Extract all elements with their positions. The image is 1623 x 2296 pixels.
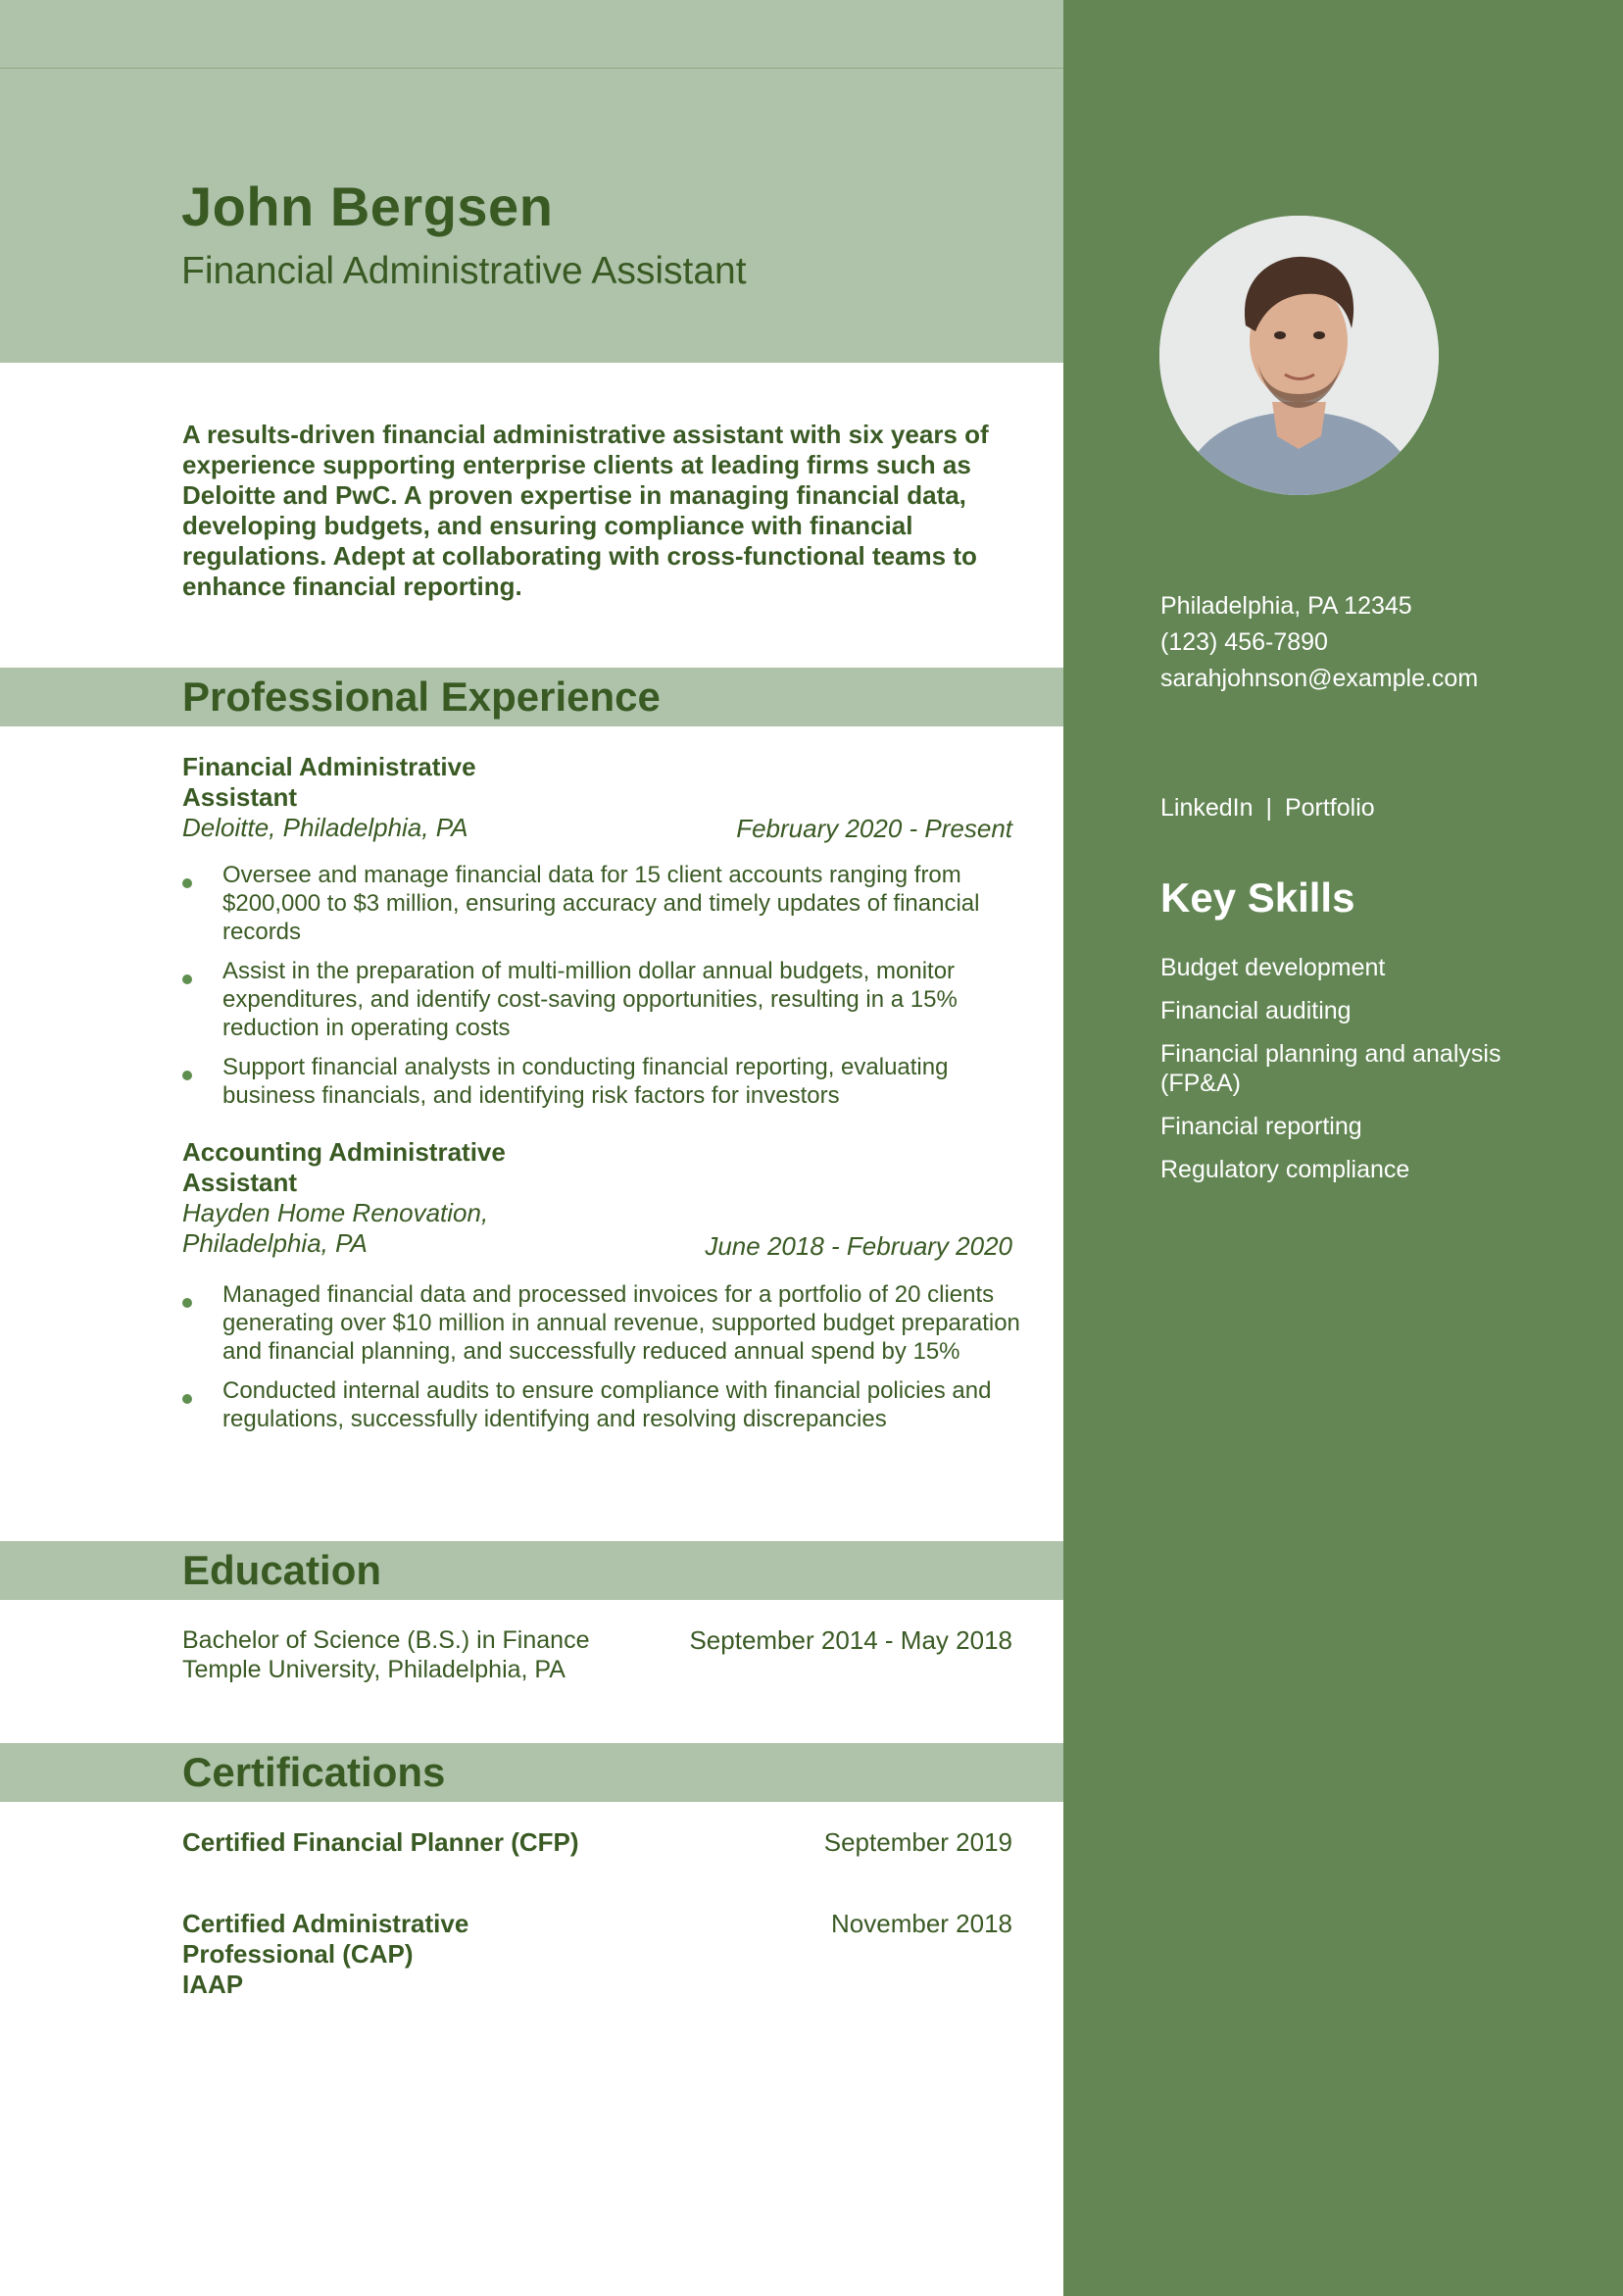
- candidate-title: Financial Administrative Assistant: [181, 250, 747, 292]
- education-heading: Education: [182, 1547, 382, 1593]
- job-dates: June 2018 - February 2020: [705, 1231, 1012, 1261]
- avatar-icon: [1159, 216, 1439, 495]
- school: Temple University, Philadelphia, PA: [182, 1656, 566, 1683]
- job-title: [182, 752, 476, 813]
- job-company: [182, 1198, 488, 1259]
- bullet-text: Support financial analysts in conducting financial reporting, evaluating business financials, and identifying risk factors for investors: [222, 1054, 949, 1109]
- header-divider: [0, 68, 1063, 69]
- skill-item: Financial auditing: [1160, 997, 1352, 1024]
- skill-item: Financial planning and analysis (FP&A): [1160, 1040, 1501, 1097]
- job-company-line: Hayden Home Renovation,: [182, 1198, 489, 1227]
- job-bullets: [182, 861, 1025, 1121]
- contact-email[interactable]: sarahjohnson@example.com: [1160, 665, 1479, 692]
- job-title-line: Assistant: [182, 1168, 298, 1197]
- certification-date: September 2019: [823, 1827, 1012, 1857]
- certifications-heading-band: [0, 1743, 1063, 1802]
- skill-item: Regulatory compliance: [1160, 1156, 1410, 1183]
- degree: Bachelor of Science (B.S.) in Finance: [182, 1626, 590, 1654]
- job-dates: February 2020 - Present: [736, 814, 1012, 843]
- bullet-text: Oversee and manage financial data for 15 client accounts ranging from $200,000 to $3 million, ensuring accuracy and timely updates of financial records: [222, 862, 980, 945]
- list-item: [182, 861, 1025, 946]
- bullet-dot-icon: [182, 1298, 192, 1308]
- certification-name: Certified Administrative Professional (CAP): [182, 1909, 469, 1969]
- list-item: [182, 957, 1025, 1042]
- bullet-dot-icon: [182, 974, 192, 984]
- profile-photo-icon: [1159, 216, 1439, 495]
- education-dates: September 2014 - May 2018: [689, 1625, 1012, 1655]
- certification-entry: [182, 1909, 594, 2000]
- education-heading-band: [0, 1541, 1063, 1600]
- profile-links: [1160, 790, 1375, 826]
- bullet-text: Conducted internal audits to ensure compliance with financial policies and regulations, successfully identifying and resolving discrepancies: [222, 1377, 992, 1432]
- job-company-line: Philadelphia, PA: [182, 1228, 368, 1258]
- skill-item: Budget development: [1160, 954, 1386, 981]
- job-company: Deloitte, Philadelphia, PA: [182, 813, 468, 842]
- education-entry: [182, 1625, 589, 1684]
- certification-name: Certified Financial Planner (CFP): [182, 1827, 579, 1857]
- skills-list: [1160, 953, 1552, 1198]
- experience-heading: Professional Experience: [182, 674, 661, 720]
- bullet-dot-icon: [182, 1071, 192, 1080]
- linkedin-link[interactable]: LinkedIn: [1160, 794, 1254, 822]
- list-item: [182, 1376, 1025, 1433]
- contact-phone[interactable]: (123) 456-7890: [1160, 628, 1328, 656]
- job-title-line: Accounting Administrative: [182, 1137, 506, 1167]
- job-title-line: Financial Administrative: [182, 752, 476, 781]
- certification-date: November 2018: [831, 1909, 1012, 1938]
- link-separator: |: [1265, 794, 1272, 822]
- professional-summary: A results-driven financial administrative assistant with six years of experience supporting enterprise clients at leading firms such as Deloitte and PwC. A proven expertise in managing financial data, developing budgets, and ensuring compliance with financial regulations. Adept at collaborating with cross-functional teams to enhance financial reporting.: [182, 420, 989, 601]
- bullet-text: Managed financial data and processed invoices for a portfolio of 20 clients generating over $10 million in annual revenue, supported budget preparation and financial planning, and successfully reduced annual spend by 15%: [222, 1281, 1020, 1365]
- list-item: [182, 1053, 1025, 1110]
- skills-heading: Key Skills: [1160, 874, 1355, 921]
- certification-issuer: IAAP: [182, 1970, 244, 1999]
- bullet-dot-icon: [182, 878, 192, 888]
- list-item: [182, 1280, 1025, 1366]
- job-title: [182, 1137, 506, 1198]
- bullet-text: Assist in the preparation of multi-million dollar annual budgets, monitor expenditures, and identify cost-saving opportunities, resulting in a 15% reduction in operating costs: [222, 958, 958, 1041]
- candidate-name: John Bergsen: [181, 175, 554, 237]
- contact-location: Philadelphia, PA 12345: [1160, 592, 1412, 620]
- bullet-dot-icon: [182, 1394, 192, 1404]
- portfolio-link[interactable]: Portfolio: [1284, 794, 1375, 822]
- skill-item: Financial reporting: [1160, 1113, 1362, 1140]
- job-title-line: Assistant: [182, 782, 298, 812]
- certifications-heading: Certifications: [182, 1749, 446, 1795]
- job-bullets: [182, 1280, 1025, 1444]
